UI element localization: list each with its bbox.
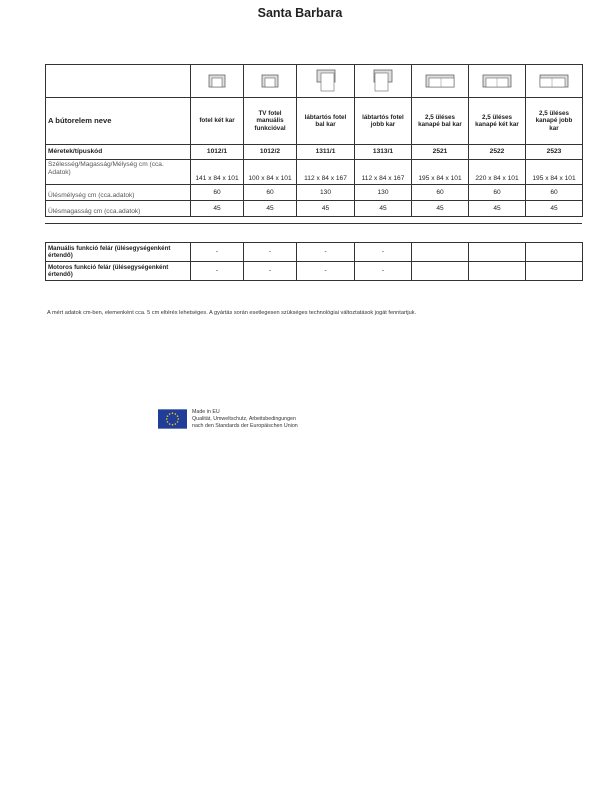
name-cell	[469, 98, 526, 145]
seat-depth-cell: 130	[297, 185, 355, 201]
sofa-right-arm-icon	[539, 74, 569, 88]
fee-label-line: Motoros funkció felár (ülésegységenként	[48, 263, 169, 271]
dimensions-cell: 112 x 84 x 167	[355, 160, 412, 185]
name-line: 2,5 üléses	[424, 113, 456, 121]
disclaimer-note: A mért adatok cm-ben, elemenként cca. 5 cm eltérés lehetséges. A gyártás során esetlegesen szükséges technológiai változtatások jogát fenntartjuk.	[47, 310, 417, 316]
eu-star	[167, 415, 169, 417]
code-cell: 1311/1	[297, 145, 355, 160]
seat-height-cell: 45	[412, 201, 469, 217]
code-row-label: Méretek/típuskód	[46, 145, 191, 160]
code-cell: 2522	[469, 145, 526, 160]
motor-fee-label	[46, 262, 191, 281]
name-row	[46, 98, 583, 145]
seat-height-cell: 45	[297, 201, 355, 217]
eu-star	[169, 413, 171, 415]
dimensions-cell: 195 x 84 x 101	[526, 160, 583, 185]
fee-cell: -	[244, 243, 297, 262]
eu-badge-line: Qualität, Umweltschutz, Arbeitsbedingungen	[192, 416, 296, 423]
name-line: kanapé két kar	[475, 121, 519, 128]
dimensions-cell: 100 x 84 x 101	[244, 160, 297, 185]
fee-cell	[526, 262, 583, 281]
tv-chair-icon	[261, 74, 279, 88]
eu-flag-icon	[158, 409, 187, 429]
name-line: fotel két kar	[199, 117, 235, 125]
eu-badge-line: nach den Standards der Europäischen Union	[192, 423, 298, 430]
section-divider	[45, 223, 582, 224]
icon-cell	[526, 65, 583, 98]
fee-cell	[412, 262, 469, 281]
icon-cell	[191, 65, 244, 98]
eu-flag-background	[158, 409, 187, 428]
icon-cell	[355, 65, 412, 98]
icon-row-label-cell	[46, 65, 191, 98]
fee-cell	[469, 262, 526, 281]
code-cell: 1313/1	[355, 145, 412, 160]
code-cell: 2521	[412, 145, 469, 160]
fee-label-line: értendő)	[48, 252, 73, 259]
fee-table	[45, 242, 583, 281]
spec-table	[45, 64, 583, 217]
name-cell	[297, 98, 355, 145]
name-line: jobb kar	[370, 121, 396, 128]
name-line: lábtartós fotel	[304, 113, 347, 121]
name-line: kar	[549, 124, 559, 132]
seat-depth-cell: 60	[469, 185, 526, 201]
seat-height-cell: 45	[355, 201, 412, 217]
seat-height-cell: 45	[191, 201, 244, 217]
name-cell	[244, 98, 297, 145]
dimensions-cell: 220 x 84 x 101	[469, 160, 526, 185]
name-line: kanapé bal kar	[418, 121, 462, 128]
name-line: kanapé jobb	[535, 117, 573, 125]
name-cell	[355, 98, 412, 145]
fee-cell	[412, 243, 469, 262]
fee-cell: -	[355, 262, 412, 281]
seat-height-cell: 45	[244, 201, 297, 217]
icon-cell	[469, 65, 526, 98]
eu-star	[178, 418, 180, 420]
fee-cell: -	[297, 262, 355, 281]
fee-cell: -	[355, 243, 412, 262]
fee-cell: -	[191, 262, 244, 281]
seat-depth-label: Ülésmélység cm (cca.adatok)	[46, 185, 191, 201]
fee-cell: -	[244, 262, 297, 281]
code-cell: 1012/2	[244, 145, 297, 160]
dimensions-cell: 141 x 84 x 101	[191, 160, 244, 185]
manual-fee-label	[46, 243, 191, 262]
eu-star	[166, 418, 168, 420]
eu-badge-text	[192, 409, 298, 431]
eu-star	[172, 424, 174, 426]
eu-star	[175, 413, 177, 415]
dimensions-cell: 195 x 84 x 101	[412, 160, 469, 185]
fee-cell: -	[191, 243, 244, 262]
seat-depth-cell: 60	[191, 185, 244, 201]
fee-label-line: Manuális funkció felár (ülésegységenként	[48, 244, 171, 252]
dimensions-label-line: Szélesség/Magasság/Mélység cm (cca.	[48, 161, 164, 168]
seat-height-cell: 45	[526, 201, 583, 217]
dimensions-label-line: Adatok)	[48, 168, 71, 176]
code-cell: 2523	[526, 145, 583, 160]
seat-depth-cell: 130	[355, 185, 412, 201]
eu-badge-line: Made in EU	[192, 409, 220, 415]
eu-star	[167, 421, 169, 423]
name-line: 2,5 üléses	[481, 113, 513, 121]
eu-star	[172, 412, 174, 414]
icon-cell	[297, 65, 355, 98]
chair-footrest-left-icon	[316, 69, 336, 93]
eu-star	[169, 423, 171, 425]
code-cell: 1012/1	[191, 145, 244, 160]
eu-star	[177, 415, 179, 417]
name-line: funkcióval	[254, 124, 286, 132]
fee-cell: -	[297, 243, 355, 262]
name-row-label: A bútorelem neve	[46, 98, 191, 145]
seat-depth-cell: 60	[244, 185, 297, 201]
seat-depth-row	[46, 185, 583, 201]
manual-fee-row	[46, 243, 583, 262]
dimensions-cell: 112 x 84 x 167	[297, 160, 355, 185]
icon-cell	[412, 65, 469, 98]
sofa-two-arms-icon	[482, 74, 512, 88]
single-chair-icon	[208, 74, 226, 88]
seat-height-label: Ülésmagasság cm (cca.adatok)	[46, 201, 191, 217]
icon-cell	[244, 65, 297, 98]
name-cell	[191, 98, 244, 145]
name-line: 2,5 üléses	[538, 109, 570, 117]
dimensions-row	[46, 160, 583, 185]
name-line: lábtartós fotel	[362, 113, 404, 121]
name-cell	[526, 98, 583, 145]
seat-depth-cell: 60	[526, 185, 583, 201]
fee-cell	[469, 243, 526, 262]
motor-fee-row	[46, 262, 583, 281]
fee-label-line: értendő)	[48, 271, 73, 278]
page-title: Santa Barbara	[257, 6, 343, 20]
name-line: TV fotel	[258, 109, 282, 117]
seat-height-cell: 45	[469, 201, 526, 217]
seat-depth-cell: 60	[412, 185, 469, 201]
chair-footrest-right-icon	[373, 69, 393, 93]
name-line: manuális	[256, 117, 284, 125]
code-row	[46, 145, 583, 160]
name-line: bal kar	[315, 121, 336, 128]
sofa-left-arm-icon	[425, 74, 455, 88]
icon-row	[46, 65, 583, 98]
dimensions-label	[46, 160, 191, 185]
seat-height-row	[46, 201, 583, 217]
eu-star	[177, 421, 179, 423]
fee-cell	[526, 243, 583, 262]
eu-star	[175, 423, 177, 425]
name-cell	[412, 98, 469, 145]
